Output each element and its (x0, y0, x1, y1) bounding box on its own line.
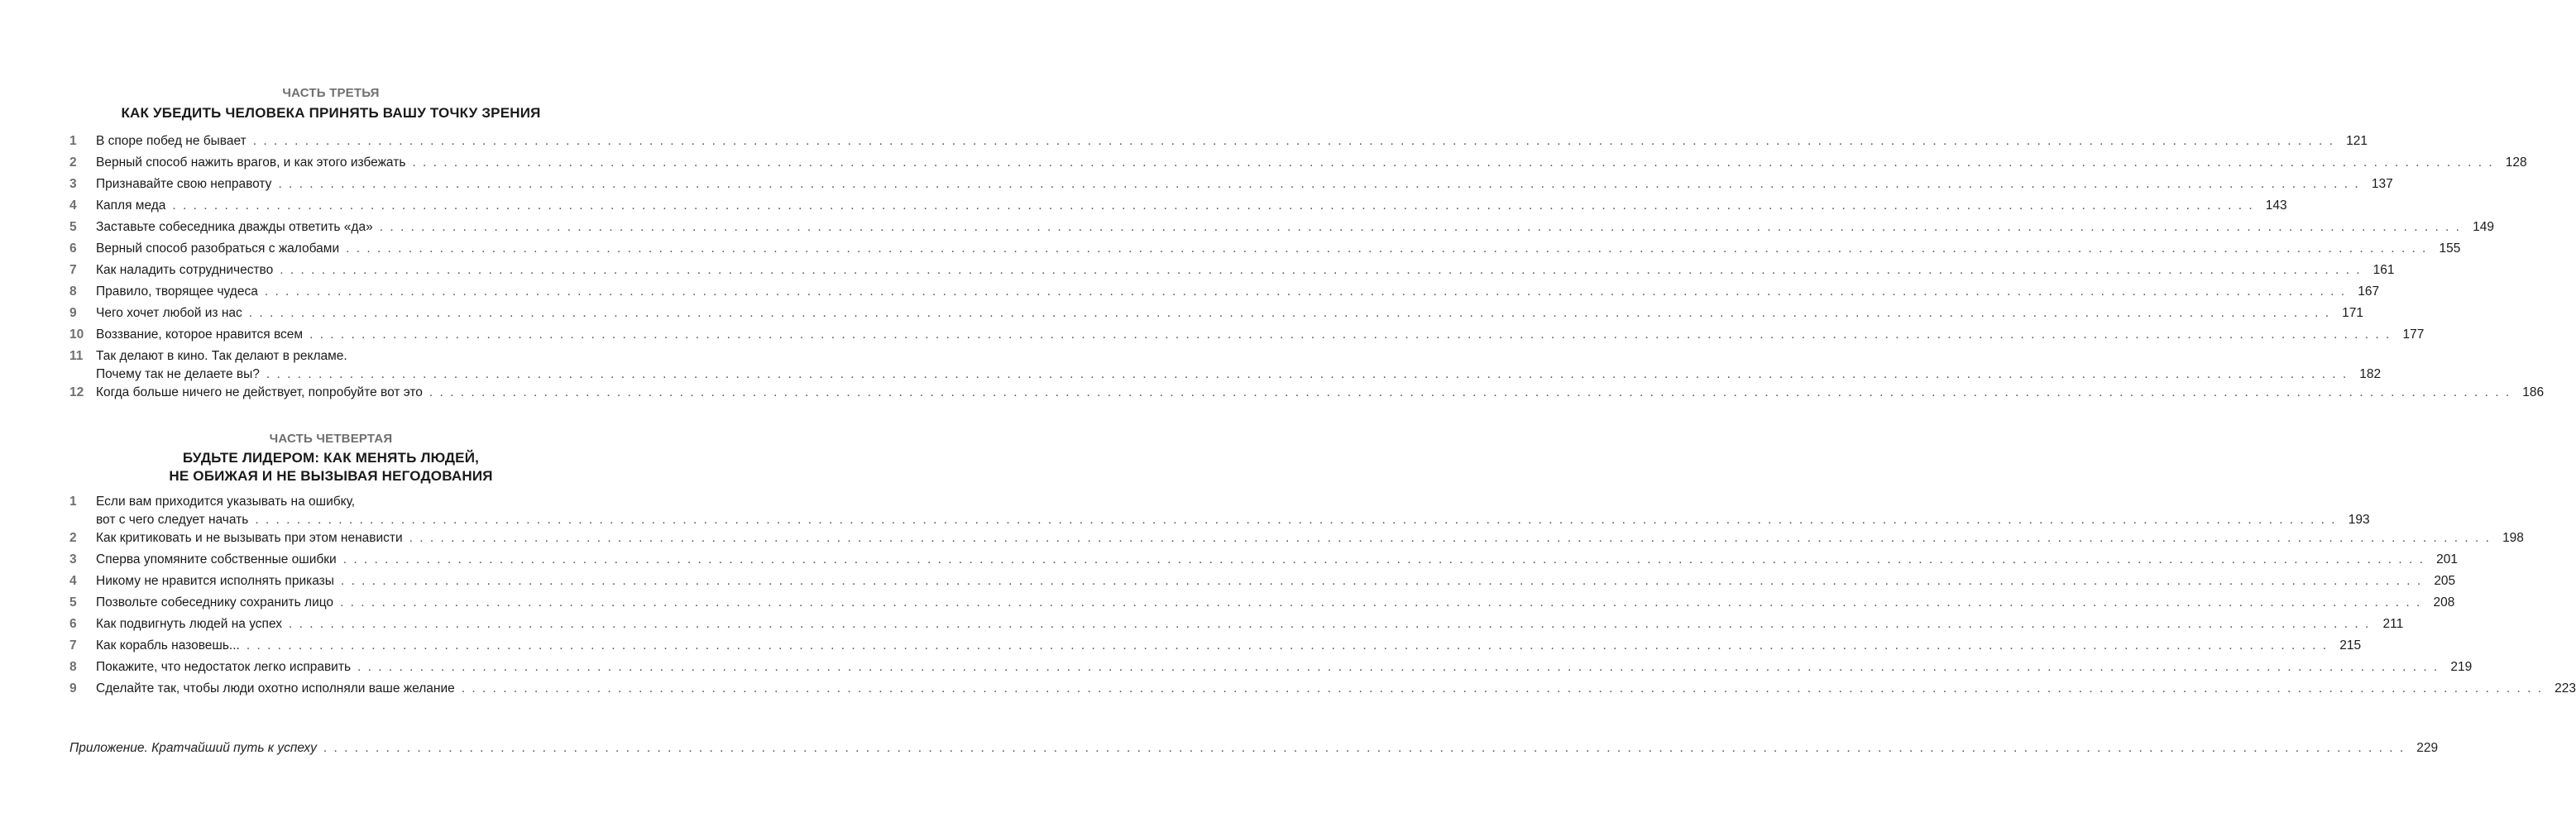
dot-leader: . . . . . . . . . . . . . . . . . . . . . . . . . . . . . . . . . . . . . . . . . . . . . . . . . . . . . . . . . . . . . . . . . . . . . . . . . . . . . . . . . . . . . . . . . . . . . . . . . . . . . . . . . . . . . . . . . . . . . . . . . . . . . . . . . . . . . . . . . . . . . . . . . . . . . . . . . . . . . . . . . . . . . . . . . . . . . . . . . . . . . . . . . . . . . . . . . . . . . . . . (255, 513, 2337, 527)
page-number: 149 (2473, 220, 2494, 234)
entry-text (96, 304, 2364, 323)
entry-title: Чего хочет любой из нас (96, 306, 242, 320)
page-number: 211 (2382, 617, 2404, 631)
toc-entry[interactable] (0, 594, 2455, 612)
entry-text (96, 261, 2395, 280)
dot-leader: . . . . . . . . . . . . . . . . . . . . . . . . . . . . . . . . . . . . . . . . . . . . . . . . . . . . . . . . . . . . . . . . . . . . . . . . . . . . . . . . . . . . . . . . . . . . . . . . . . . . . . . . . . . . . . . . . . . . . . . . . . . . . . . . . . . . . . . . . . . . . . . . . . . . . . . . . . . . . . . . . . . . . . . . . . . . . . . . . . . . . . . . . . . . . . . . . . . . . . . . (248, 306, 2331, 320)
page-number: 182 (2359, 367, 2382, 381)
toc-entry[interactable] (0, 261, 2395, 280)
chapter-number: 5 (69, 220, 77, 234)
entry-title: Как корабль назовешь... (96, 638, 240, 653)
entry-text (96, 197, 2287, 215)
chapter-number: 1 (69, 134, 77, 148)
page-number: 198 (2502, 531, 2524, 545)
entry-title: Правило, творящее чудеса (96, 284, 258, 299)
entry-text (96, 680, 2576, 698)
dot-leader: . . . . . . . . . . . . . . . . . . . . . . . . . . . . . . . . . . . . . . . . . . . . . . . . . . . . . . . . . . . . . . . . . . . . . . . . . . . . . . . . . . . . . . . . . . . . . . . . . . . . . . . . . . . . . . . . . . . . . . . . . . . . . . . . . . . . . . . . . . . . . . . . . . . . . . . . . . . . . . . . . . . . . . . . . . . . . . . . . . . . . . . . . . . . . . . . . . . . . . . . (309, 327, 2392, 342)
toc-line (96, 594, 2455, 612)
chapter-number: 4 (69, 198, 77, 213)
entry-text (96, 572, 2456, 590)
chapter-number: 3 (69, 552, 77, 566)
appendix-entry[interactable] (69, 741, 2439, 759)
toc-line (96, 551, 2458, 569)
toc-line (96, 304, 2364, 323)
entry-title: Как критиковать и не вызывать при этом ненависти (96, 531, 403, 545)
toc-line (96, 154, 2527, 172)
toc-line (96, 261, 2395, 280)
entry-title: Как подвигнуть людей на успех (96, 617, 282, 631)
chapter-number: 8 (69, 284, 77, 299)
chapter-number: 8 (69, 660, 77, 674)
toc-line (96, 384, 2545, 402)
chapter-number: 3 (69, 177, 77, 191)
entry-title: вот с чего следует начать (96, 513, 249, 527)
page-number: 219 (2450, 660, 2473, 674)
toc-entry[interactable] (0, 132, 2368, 151)
entry-text (96, 493, 2370, 529)
dot-leader: . . . . . . . . . . . . . . . . . . . . . . . . . . . . . . . . . . . . . . . . . . . . . . . . . . . . . . . . . . . . . . . . . . . . . . . . . . . . . . . . . . . . . . . . . . . . . . . . . . . . . . . . . . . . . . . . . . . . . . . . . . . . . . . . . . . . . . . . . . . . . . . . . . . . . . . . . . . . . . . . . . . . . . . . . . . . . . . . . . . . . . . . . . . . . . . . . . . . . . . . (412, 155, 2494, 170)
toc-line (96, 572, 2456, 590)
entry-text (96, 154, 2527, 172)
chapter-number: 12 (69, 385, 84, 399)
chapter-number: 2 (69, 155, 77, 170)
page-number: 208 (2433, 595, 2455, 609)
chapter-number: 10 (69, 327, 84, 342)
part-4-label: ЧАСТЬ ЧЕТВЕРТАЯ (269, 432, 393, 446)
toc-entry[interactable] (0, 326, 2425, 344)
toc-entry[interactable] (0, 384, 2545, 402)
page-number: 161 (2373, 263, 2395, 277)
entry-text (96, 175, 2393, 194)
page-number: 121 (2346, 134, 2368, 148)
part-3-title: КАК УБЕДИТЬ ЧЕЛОВЕКА ПРИНЯТЬ ВАШУ ТОЧКУ ЗРЕНИЯ (121, 105, 541, 121)
dot-leader: . . . . . . . . . . . . . . . . . . . . . . . . . . . . . . . . . . . . . . . . . . . . . . . . . . . . . . . . . . . . . . . . . . . . . . . . . . . . . . . . . . . . . . . . . . . . . . . . . . . . . . . . . . . . . . . . . . . . . . . . . . . . . . . . . . . . . . . . . . . . . . . . . . . . . . . . . . . . . . . . . . . . . . . . . . . . . . . . . . . . . . . . . . . . . . . . . . . . . . . . (461, 681, 2544, 696)
toc-entry[interactable] (0, 197, 2287, 215)
page-number: 128 (2505, 155, 2527, 170)
entry-title: Верный способ разобраться с жалобами (96, 241, 340, 256)
entry-title: В споре побед не бывает (96, 134, 247, 148)
page-number: 177 (2402, 327, 2425, 342)
page-number: 186 (2522, 385, 2545, 399)
dot-leader: . . . . . . . . . . . . . . . . . . . . . . . . . . . . . . . . . . . . . . . . . . . . . . . . . . . . . . . . . . . . . . . . . . . . . . . . . . . . . . . . . . . . . . . . . . . . . . . . . . . . . . . . . . . . . . . . . . . . . . . . . . . . . . . . . . . . . . . . . . . . . . . . . . . . . . . . . . . . . . . . . . . . . . . . . . . . . . . . . . . . . . . . . . . . . . . . . . . . . . . . (379, 220, 2461, 234)
toc-line (96, 347, 579, 366)
entry-title: Заставьте собеседника дважды ответить «да» (96, 220, 373, 234)
entry-title: Капля меда (96, 198, 166, 213)
chapter-number: 7 (69, 263, 77, 277)
chapter-number: 1 (69, 495, 77, 509)
toc-line (96, 197, 2287, 215)
dot-leader: . . . . . . . . . . . . . . . . . . . . . . . . . . . . . . . . . . . . . . . . . . . . . . . . . . . . . . . . . . . . . . . . . . . . . . . . . . . . . . . . . . . . . . . . . . . . . . . . . . . . . . . . . . . . . . . . . . . . . . . . . . . . . . . . . . . . . . . . . . . . . . . . . . . . . . . . . . . . . . . . . . . . . . . . . . . . . . . . . . . . . . . . . . . . . . . . . . . . . . . . (340, 595, 2422, 609)
entry-text (96, 218, 2494, 237)
toc-entry[interactable] (0, 658, 2473, 676)
entry-title: Сперва упомяните собственные ошибки (96, 552, 337, 566)
entry-title: Верный способ нажить врагов, и как этого избежать (96, 155, 406, 170)
part-4-title-line-1: БУДЬТЕ ЛИДЕРОМ: КАК МЕНЯТЬ ЛЮДЕЙ, (182, 450, 480, 466)
entry-text (96, 132, 2368, 151)
appendix-title: Приложение. Кратчайший путь к успеху (69, 741, 317, 755)
dot-leader: . . . . . . . . . . . . . . . . . . . . . . . . . . . . . . . . . . . . . . . . . . . . . . . . . . . . . . . . . . . . . . . . . . . . . . . . . . . . . . . . . . . . . . . . . . . . . . . . . . . . . . . . . . . . . . . . . . . . . . . . . . . . . . . . . . . . . . . . . . . . . . . . . . . . . . . . . . . . . . . . . . . . . . . . . . . . . . . . . . . . . . . . . . . . . . . . . . . . . . . . (280, 263, 2362, 277)
chapter-number: 2 (69, 531, 77, 545)
toc-line (96, 615, 2404, 633)
dot-leader: . . . . . . . . . . . . . . . . . . . . . . . . . . . . . . . . . . . . . . . . . . . . . . . . . . . . . . . . . . . . . . . . . . . . . . . . . . . . . . . . . . . . . . . . . . . . . . . . . . . . . . . . . . . . . . . . . . . . . . . . . . . . . . . . . . . . . . . . . . . . . . . . . . . . . . . . . . . . . . . . . . . . . . . . . . . . . . . . . . . . . . . . . . . . . . . . . . . . . . . . (409, 531, 2491, 545)
toc-line (96, 283, 2380, 301)
entry-title: Сделайте так, чтобы люди охотно исполняли ваше желание (96, 681, 455, 696)
toc-entry[interactable] (0, 218, 2494, 237)
page-number: 167 (2358, 284, 2380, 299)
dot-leader: . . . . . . . . . . . . . . . . . . . . . . . . . . . . . . . . . . . . . . . . . . . . . . . . . . . . . . . . . . . . . . . . . . . . . . . . . . . . . . . . . . . . . . . . . . . . . . . . . . . . . . . . . . . . . . . . . . . . . . . . . . . . . . . . . . . . . . . . . . . . . . . . . . . . . . . . . . . . . . . . . . . . . . . . . . . . . . . . . . . . . . . . . . . . . . . . . . . . . . . . (289, 617, 2371, 631)
dot-leader: . . . . . . . . . . . . . . . . . . . . . . . . . . . . . . . . . . . . . . . . . . . . . . . . . . . . . . . . . . . . . . . . . . . . . . . . . . . . . . . . . . . . . . . . . . . . . . . . . . . . . . . . . . . . . . . . . . . . . . . . . . . . . . . . . . . . . . . . . . . . . . . . . . . . . . . . . . . . . . . . . . . . . . . . . . . . . . . . . . . . . . . . . . . . . . . . . . . . . . . . (342, 552, 2425, 566)
page-number: 229 (2416, 741, 2439, 755)
chapter-number: 9 (69, 306, 77, 320)
dot-leader: . . . . . . . . . . . . . . . . . . . . . . . . . . . . . . . . . . . . . . . . . . . . . . . . . . . . . . . . . . . . . . . . . . . . . . . . . . . . . . . . . . . . . . . . . . . . . . . . . . . . . . . . . . . . . . . . . . . . . . . . . . . . . . . . . . . . . . . . . . . . . . . . . . . . . . . . . . . . . . . . . . . . . . . . . . . . . . . . . . . . . . . . . . . . . . . . . . . . . . . . (264, 284, 2347, 299)
chapter-number: 6 (69, 241, 77, 256)
entry-text (96, 529, 2524, 547)
entry-text (96, 615, 2404, 633)
chapter-number: 9 (69, 681, 77, 696)
chapter-number: 6 (69, 617, 77, 631)
toc-entry[interactable] (0, 572, 2456, 590)
entry-title: Признавайте свою неправоту (96, 177, 272, 191)
toc-entry[interactable] (0, 680, 2576, 698)
toc-line (96, 366, 2382, 384)
part-4-title-line-2: НЕ ОБИЖАЯ И НЕ ВЫЗЫВАЯ НЕГОДОВАНИЯ (169, 468, 493, 484)
chapter-number: 7 (69, 638, 77, 653)
page-number: 223 (2554, 681, 2576, 696)
toc-line (96, 132, 2368, 151)
entry-title: Покажите, что недостаток легко исправить (96, 660, 352, 674)
entry-text (96, 637, 2362, 655)
toc-line (96, 680, 2576, 698)
entry-text (96, 658, 2473, 676)
dot-leader: . . . . . . . . . . . . . . . . . . . . . . . . . . . . . . . . . . . . . . . . . . . . . . . . . . . . . . . . . . . . . . . . . . . . . . . . . . . . . . . . . . . . . . . . . . . . . . . . . . . . . . . . . . . . . . . . . . . . . . . . . . . . . . . . . . . . . . . . . . . . . . . . . . . . . . . . . . . . . . . . . . . . . . . . . . . . . . . . . . . . . . . . . . . . . . . . . . . . . . . . (252, 134, 2334, 148)
page-number: 143 (2265, 198, 2287, 213)
toc-entry[interactable] (0, 283, 2380, 301)
toc-entry[interactable] (0, 240, 2461, 258)
entry-text (96, 326, 2425, 344)
chapter-number: 5 (69, 595, 77, 609)
toc-line (96, 493, 579, 511)
toc-line (96, 240, 2461, 258)
page-number: 201 (2436, 552, 2458, 566)
toc-line (96, 658, 2473, 676)
toc-entry[interactable] (0, 154, 2527, 172)
entry-title: Позвольте собеседнику сохранить лицо (96, 595, 334, 609)
entry-text (96, 384, 2545, 402)
page-number: 171 (2342, 306, 2364, 320)
entry-text (96, 283, 2380, 301)
dot-leader: . . . . . . . . . . . . . . . . . . . . . . . . . . . . . . . . . . . . . . . . . . . . . . . . . . . . . . . . . . . . . . . . . . . . . . . . . . . . . . . . . . . . . . . . . . . . . . . . . . . . . . . . . . . . . . . . . . . . . . . . . . . . . . . . . . . . . . . . . . . . . . . . . . . . . . . . . . . . . . . . . . . . . . . . . . . . . . . . . . . . . . . . . . . . . . . . . . . . . . . . (429, 385, 2511, 399)
part-3-label: ЧАСТЬ ТРЕТЬЯ (282, 86, 380, 100)
toc-entry[interactable] (0, 529, 2524, 547)
toc-line (96, 218, 2494, 237)
page-number: 215 (2339, 638, 2362, 653)
entry-text (96, 347, 2382, 384)
page-number: 193 (2348, 513, 2370, 527)
chapter-number: 4 (69, 574, 77, 588)
page-number: 155 (2439, 241, 2461, 256)
dot-leader: . . . . . . . . . . . . . . . . . . . . . . . . . . . . . . . . . . . . . . . . . . . . . . . . . . . . . . . . . . . . . . . . . . . . . . . . . . . . . . . . . . . . . . . . . . . . . . . . . . . . . . . . . . . . . . . . . . . . . . . . . . . . . . . . . . . . . . . . . . . . . . . . . . . . . . . . . . . . . . . . . . . . . . . . . . . . . . . . . . . . . . . . . . . . . . . . . . . . . . . . (357, 660, 2440, 674)
entry-title: Как наладить сотрудничество (96, 263, 274, 277)
entry-title: Так делают в кино. Так делают в рекламе. (96, 349, 347, 363)
dot-leader: . . . . . . . . . . . . . . . . . . . . . . . . . . . . . . . . . . . . . . . . . . . . . . . . . . . . . . . . . . . . . . . . . . . . . . . . . . . . . . . . . . . . . . . . . . . . . . . . . . . . . . . . . . . . . . . . . . . . . . . . . . . . . . . . . . . . . . . . . . . . . . . . . . . . . . . . . . . . . . . . . . . . . . . . . . . . . . . . . . . . . . . . . . . . . . . . . . . . . . . . (172, 198, 2254, 213)
dot-leader: . . . . . . . . . . . . . . . . . . . . . . . . . . . . . . . . . . . . . . . . . . . . . . . . . . . . . . . . . . . . . . . . . . . . . . . . . . . . . . . . . . . . . . . . . . . . . . . . . . . . . . . . . . . . . . . . . . . . . . . . . . . . . . . . . . . . . . . . . . . . . . . . . . . . . . . . . . . . . . . . . . . . . . . . . . . . . . . . . . . . . . . . . . . . . . . . . . . . . . . . (323, 741, 2406, 755)
dot-leader: . . . . . . . . . . . . . . . . . . . . . . . . . . . . . . . . . . . . . . . . . . . . . . . . . . . . . . . . . . . . . . . . . . . . . . . . . . . . . . . . . . . . . . . . . . . . . . . . . . . . . . . . . . . . . . . . . . . . . . . . . . . . . . . . . . . . . . . . . . . . . . . . . . . . . . . . . . . . . . . . . . . . . . . . . . . . . . . . . . . . . . . . . . . . . . . . . . . . . . . . (340, 574, 2423, 588)
toc-line (96, 326, 2425, 344)
entry-text (96, 551, 2458, 569)
entry-title: Воззвание, которое нравится всем (96, 327, 304, 342)
entry-text (96, 240, 2461, 258)
entry-title: Если вам приходится указывать на ошибку, (96, 495, 356, 509)
toc-entry[interactable] (0, 347, 2382, 384)
entry-title: Никому не нравится исполнять приказы (96, 574, 334, 588)
toc-line (96, 175, 2393, 194)
dot-leader: . . . . . . . . . . . . . . . . . . . . . . . . . . . . . . . . . . . . . . . . . . . . . . . . . . . . . . . . . . . . . . . . . . . . . . . . . . . . . . . . . . . . . . . . . . . . . . . . . . . . . . . . . . . . . . . . . . . . . . . . . . . . . . . . . . . . . . . . . . . . . . . . . . . . . . . . . . . . . . . . . . . . . . . . . . . . . . . . . . . . . . . . . . . . . . . . . . . . . . . . (278, 177, 2360, 191)
page-number: 137 (2371, 177, 2393, 191)
toc-entry[interactable] (0, 551, 2458, 569)
dot-leader: . . . . . . . . . . . . . . . . . . . . . . . . . . . . . . . . . . . . . . . . . . . . . . . . . . . . . . . . . . . . . . . . . . . . . . . . . . . . . . . . . . . . . . . . . . . . . . . . . . . . . . . . . . . . . . . . . . . . . . . . . . . . . . . . . . . . . . . . . . . . . . . . . . . . . . . . . . . . . . . . . . . . . . . . . . . . . . . . . . . . . . . . . . . . . . . . . . . . . . . . (246, 638, 2329, 653)
entry-title: Когда больше ничего не действует, попробуйте вот это (96, 385, 423, 399)
toc-entry[interactable] (0, 493, 2370, 529)
toc-entry[interactable] (0, 175, 2393, 194)
toc-line (96, 511, 2370, 529)
entry-title: Почему так не делаете вы? (96, 367, 260, 381)
toc-entry[interactable] (0, 304, 2364, 323)
entry-text (96, 594, 2455, 612)
toc-line (96, 529, 2524, 547)
toc-entry[interactable] (0, 615, 2404, 633)
page-number: 205 (2434, 574, 2456, 588)
toc-line (96, 637, 2362, 655)
toc-entry[interactable] (0, 637, 2362, 655)
dot-leader: . . . . . . . . . . . . . . . . . . . . . . . . . . . . . . . . . . . . . . . . . . . . . . . . . . . . . . . . . . . . . . . . . . . . . . . . . . . . . . . . . . . . . . . . . . . . . . . . . . . . . . . . . . . . . . . . . . . . . . . . . . . . . . . . . . . . . . . . . . . . . . . . . . . . . . . . . . . . . . . . . . . . . . . . . . . . . . . . . . . . . . . . . . . . . . . . . . . . . . . . (346, 241, 2428, 256)
chapter-number: 11 (69, 349, 84, 363)
dot-leader: . . . . . . . . . . . . . . . . . . . . . . . . . . . . . . . . . . . . . . . . . . . . . . . . . . . . . . . . . . . . . . . . . . . . . . . . . . . . . . . . . . . . . . . . . . . . . . . . . . . . . . . . . . . . . . . . . . . . . . . . . . . . . . . . . . . . . . . . . . . . . . . . . . . . . . . . . . . . . . . . . . . . . . . . . . . . . . . . . . . . . . . . . . . . . . . . . . . . . . . . (266, 367, 2349, 381)
